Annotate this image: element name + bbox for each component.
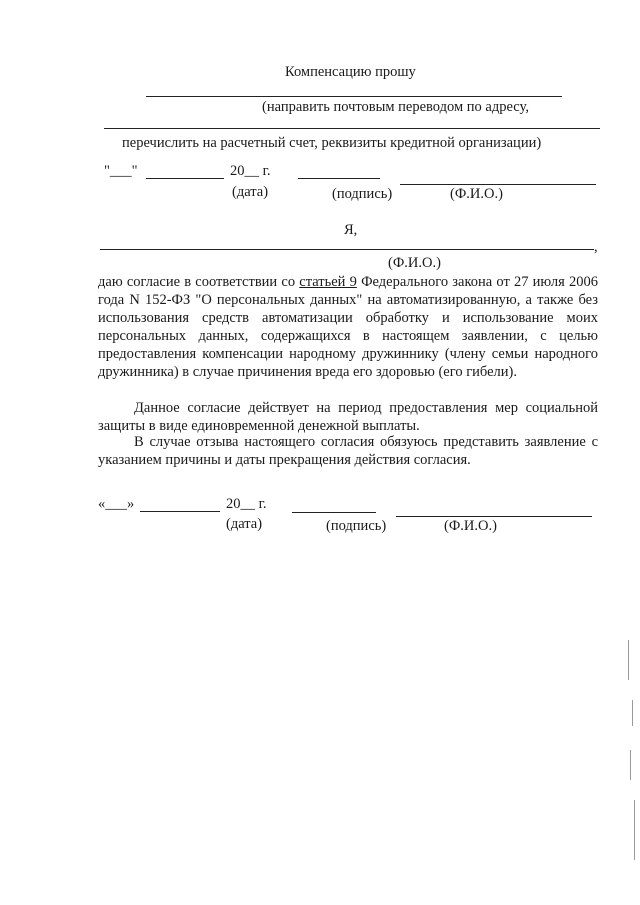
trailing-comma: , (594, 239, 598, 255)
scan-artifact (632, 700, 633, 726)
name-label-2: (Ф.И.О.) (444, 518, 497, 534)
month-line-1 (146, 178, 224, 179)
day-field-2: «___» (98, 496, 135, 512)
option-bank-label: перечислить на расчетный счет, реквизиты кредитной организации) (122, 135, 542, 151)
name-line-2 (396, 516, 592, 517)
fio-label: (Ф.И.О.) (388, 255, 441, 271)
consent-text-start: даю согласие в соответствии со (98, 274, 300, 290)
name-label-1: (Ф.И.О.) (450, 186, 503, 202)
date-label-2: (дата) (226, 516, 263, 532)
compensation-title: Компенсацию прошу (285, 64, 416, 80)
signature-label-2: (подпись) (326, 518, 387, 534)
option-post-label: (направить почтовым переводом по адресу, (262, 99, 529, 115)
date-label-1: (дата) (232, 184, 269, 200)
year-field-2: 20__ г. (226, 496, 267, 512)
signature-line-2 (292, 512, 376, 513)
year-field-1: 20__ г. (230, 163, 271, 179)
day-field-1: "___" (104, 163, 138, 179)
signature-line-1 (298, 178, 380, 179)
consent-paragraph-2: Данное согласие действует на период предоставления мер социальной защиты в виде единовременной денежной выплаты. (98, 400, 598, 434)
fio-line (100, 249, 594, 250)
month-line-2 (140, 511, 220, 512)
address-line-1 (146, 96, 562, 97)
signature-label-1: (подпись) (332, 186, 393, 202)
pronoun-label: Я, (344, 222, 358, 238)
consent-text-end: Федерального закона от 27 июля 2006 года N 152-ФЗ "О персональных данных" на автоматизированную, а также без использования средств автоматизации обработку и использование моих персональных данных, содержащихся в настоящем заявлении, с целью предоставления компенсации народному дружиннику (члену семьи народного дружинника) в случае причинения вреда его здоровью (его гибели). (98, 274, 598, 380)
consent-paragraph-3: В случае отзыва настоящего согласия обязуюсь представить заявление с указанием причины и даты прекращения действия согласия. (98, 434, 598, 468)
statute-link[interactable]: статьей 9 (299, 274, 357, 290)
scan-artifact (628, 640, 629, 680)
address-line-2 (104, 128, 600, 129)
scan-artifact (634, 800, 635, 860)
name-line-1 (400, 184, 596, 185)
consent-paragraph-1 (98, 273, 598, 381)
scan-artifact (630, 750, 631, 780)
